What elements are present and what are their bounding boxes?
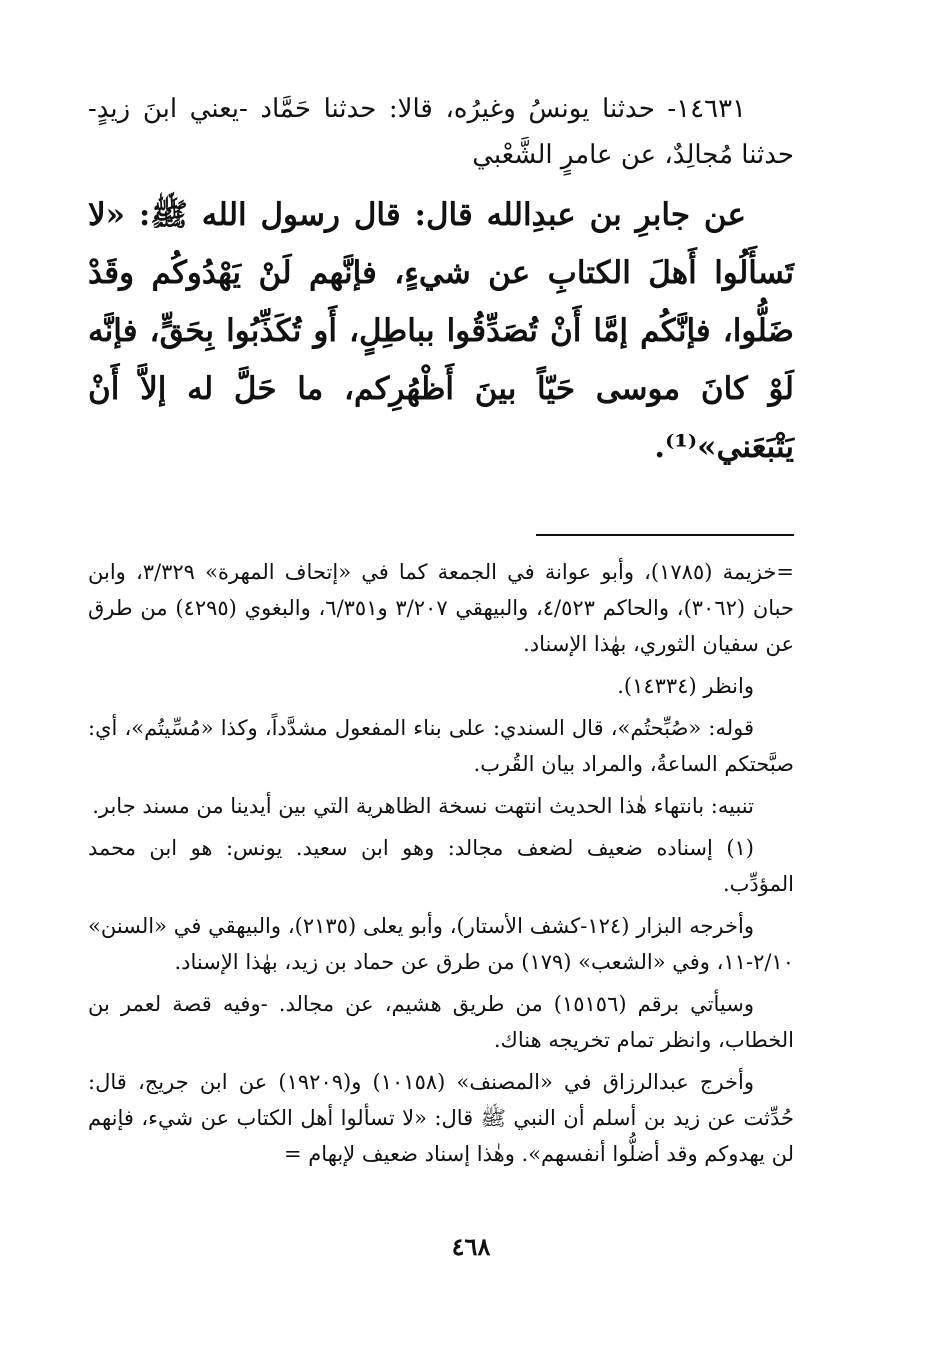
footnote-continuation: =خزيمة (١٧٨٥)، وأبو عوانة في الجمعة كما في «إتحاف المهرة» ٣/٣٢٩، وابن حبان (٣٠٦٢)، والحاكم ٤/٥٢٣، والبيهقي ٣/٢٠٧ و٦/٣٥١، والبغوي (٤٢٩٥) من طرق عن سفيان الثوري، بهٰذا الإسناد. — [88, 560, 795, 656]
page-number: ٤٦٨ — [451, 1232, 491, 1261]
footnote-paragraph: وأخرج عبدالرزاق في «المصنف» (١٠١٥٨) و(١٩٢٠٩) عن ابن جريج، قال: حُدِّثت عن زيد بن أسلم أن النبي ﷺ قال: «لا تسألوا أهل الكتاب عن شيء، فإنهم لن يهدوكم وقد أضلُّوا أنفسهم». وهٰذا إسناد ضعيف لإبهام = — [88, 1070, 794, 1166]
footnotes — [88, 554, 794, 1172]
footnote-paragraph: وسيأتي برقم (١٥١٥٦) من طريق هشيم، عن مجالد. -وفيه قصة لعمر بن الخطاب، وانظر تمام تخريجه هناك. — [88, 992, 794, 1052]
footnote-paragraph: قوله: «صُبِّحتُم»، قال السندي: على بناء المفعول مشدَّداً، وكذا «مُسِّيتُم»، أي: صبَّحتكم الساعةُ، والمراد بيان القُرب. — [88, 716, 794, 776]
hadith-isnad: ١٤٦٣١- حدثنا يونسُ وغيرُه، قالا: حدثنا حَمَّاد -يعني ابنَ زيدٍ- حدثنا مُجالِدٌ، عن عامرٍ الشَّعْبي — [88, 94, 794, 170]
page-body — [88, 86, 794, 1178]
footnote-1: (١) إسناده ضعيف لضعف مجالد: وهو ابن سعيد. يونس: هو ابن محمد المؤدِّب. — [88, 836, 794, 896]
footnote-paragraph: وانظر (١٤٣٣٤). — [617, 674, 754, 698]
footnote-separator — [536, 534, 794, 536]
hadith-matn: عن جابرِ بن عبدِالله قال: قال رسول الله ﷺ: «لا تَسأَلُوا أَهلَ الكتابِ عن شيءٍ، فإنَّهم لَنْ يَهْدُوكُم وقَدْ ضَلُّوا، فإنَّكُم إمَّا أَنْ تُصَدِّقُوا بباطِلٍ، أَو تُكَذِّبُوا بِحَقٍّ، فإنَّه لَوْ كانَ موسى حَيّاً بينَ أَظْهُرِكم، ما حَلَّ له إلاَّ أَنْ يَتْبَعَني»⁽¹⁾. — [88, 197, 794, 465]
footnote-paragraph: تنبيه: بانتهاء هٰذا الحديث انتهت نسخة الظاهرية التي بين أيدينا من مسند جابر. — [92, 794, 754, 818]
footnote-paragraph: وأخرجه البزار (١٢٤-كشف الأستار)، وأبو يعلى (٢١٣٥)، والبيهقي في «السنن» ٢/١٠-١١، وفي «الشعب» (١٧٩) من طرق عن حماد بن زيد، بهٰذا الإسناد. — [88, 914, 794, 974]
